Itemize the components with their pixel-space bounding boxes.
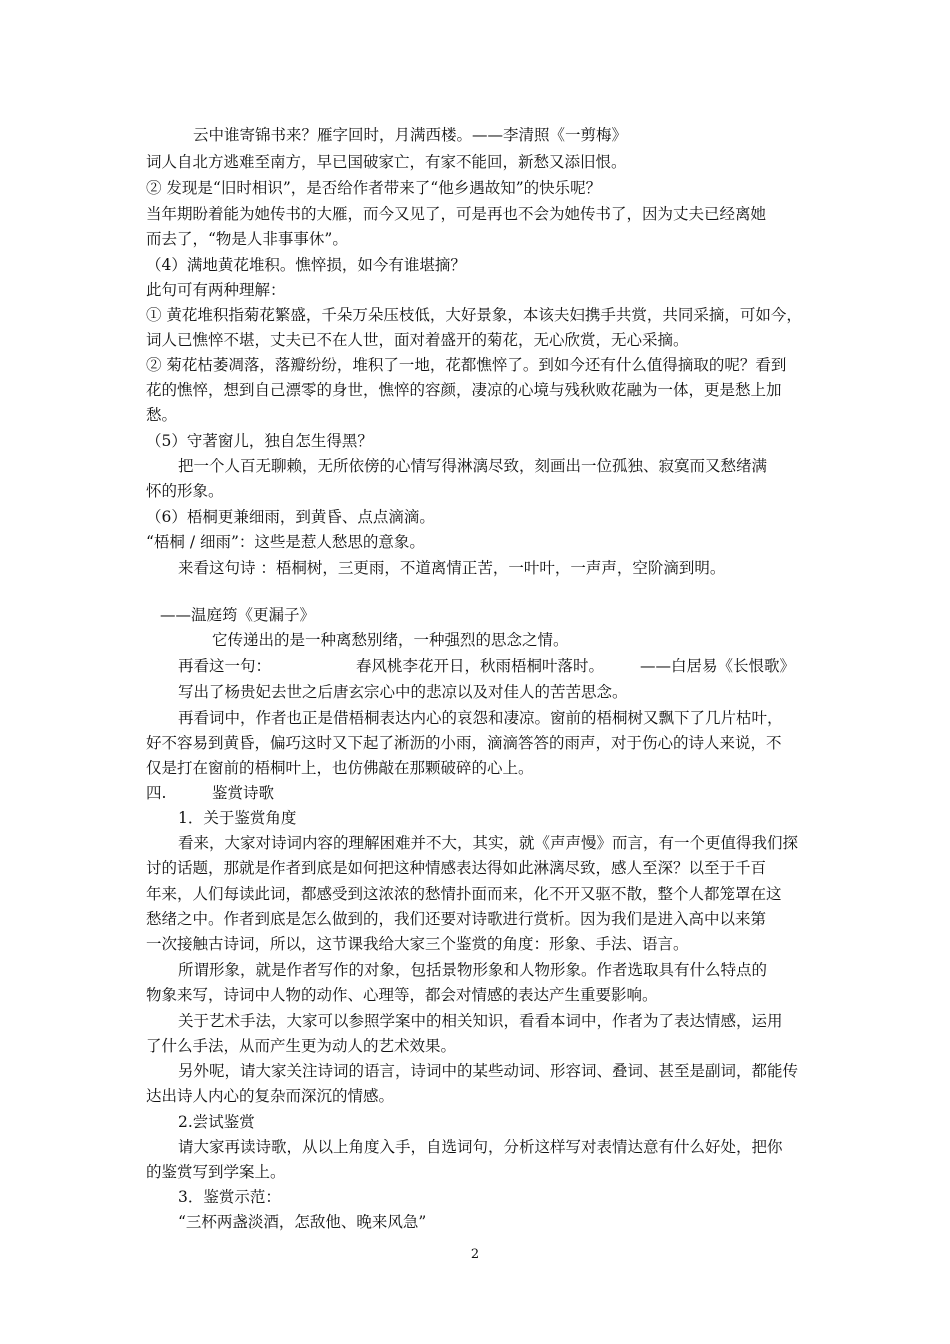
text-line: （5）守著窗儿，独自怎生得黑？	[146, 432, 373, 450]
text-line: ——温庭筠《更漏子》	[160, 606, 316, 624]
text-line: 3．鉴赏示范：	[178, 1188, 281, 1206]
text-line: 一次接触古诗词，所以，这节课我给大家三个鉴赏的角度：形象、手法、语言。	[146, 935, 689, 953]
text-line: 看来，大家对诗词内容的理解困难并不大，其实，就《声声慢》而言，有一个更值得我们探	[178, 834, 799, 852]
text-line: 来看这句诗 ：梧桐树，三更雨，不道离情正苦，一叶叶，一声声，空阶滴到明。	[178, 559, 726, 577]
text-line: 好不容易到黄昏，偏巧这时又下起了淅沥的小雨，滴滴答答的雨声，对于伤心的诗人来说，不	[146, 734, 782, 752]
text-line: 云中谁寄锦书来？雁字回时，月满西楼。——李清照《一剪梅》	[193, 126, 628, 144]
text-line: 2.尝试鉴赏	[178, 1113, 255, 1131]
text-line: 物象来写，诗词中人物的动作、心理等，都会对情感的表达产生重要影响。	[146, 986, 658, 1004]
text-line: 另外呢，请大家关注诗词的语言，诗词中的某些动词、形容词、叠词、甚至是副词，都能传	[178, 1062, 799, 1080]
text-line: ① 黄花堆积指菊花繁盛，千朵万朵压枝低，大好景象，本该夫妇携手共赏，共同采摘，可如今，	[146, 306, 802, 324]
text-line: 年来，人们每读此词，都感受到这浓浓的愁情扑面而来，化不开又驱不散，整个人都笼罩在这	[146, 885, 782, 903]
text-line: 怀的形象。	[146, 482, 224, 500]
text-line: 所谓形象，就是作者写作的对象，包括景物形象和人物形象。作者选取具有什么特点的	[178, 961, 768, 979]
text-line: 1．关于鉴赏角度	[178, 809, 297, 827]
text-line: （4）满地黄花堆积。憔悴损，如今有谁堪摘？	[146, 256, 466, 274]
text-line: 当年期盼着能为她传书的大雁，而今又见了，可是再也不会为她传书了，因为丈夫已经离她	[146, 205, 767, 223]
text-line: 达出诗人内心的复杂而深沉的情感。	[146, 1087, 395, 1105]
text-line: 春风桃李花开日，秋雨梧桐叶落时。	[356, 657, 605, 675]
text-line: 关于艺术手法，大家可以参照学案中的相关知识，看看本词中，作者为了表达情感，运用	[178, 1012, 783, 1030]
text-line: ② 发现是“旧时相识”，是否给作者带来了“他乡遇故知”的快乐呢？	[146, 179, 602, 197]
text-line: 此句可有两种理解：	[146, 281, 286, 299]
section-heading: 四.	[146, 784, 167, 802]
text-line: 愁绪之中。作者到底是怎么做到的，我们还要对诗歌进行赏析。因为我们是进入高中以来第	[146, 910, 767, 928]
section-heading: 鉴赏诗歌	[212, 784, 275, 802]
text-line: 词人已憔悴不堪，丈夫已不在人世，面对着盛开的菊花，无心欣赏，无心采摘。	[146, 331, 689, 349]
text-line: 了什么手法，从而产生更为动人的艺术效果。	[146, 1037, 457, 1055]
text-line: ——白居易《长恨歌》	[640, 657, 796, 675]
text-line: 愁。	[146, 406, 178, 424]
text-line: 而去了，“物是人非事事休”。	[146, 230, 348, 248]
text-line: 讨的话题，那就是作者到底是如何把这种情感表达得如此淋漓尽致，感人至深？以至于千百	[146, 859, 767, 877]
text-line: 写出了杨贵妃去世之后唐玄宗心中的悲凉以及对佳人的苦苦思念。	[178, 683, 628, 701]
text-line: 把一个人百无聊赖，无所依傍的心情写得淋漓尽致，刻画出一位孤独、寂寞而又愁绪满	[178, 457, 768, 475]
text-line: “三杯两盏淡酒，怎敌他、晚来风急”	[178, 1213, 427, 1231]
text-line: 仅是打在窗前的梧桐叶上，也仿佛敲在那颗破碎的心上。	[146, 759, 534, 777]
text-line: 再看词中，作者也正是借梧桐表达内心的哀怨和凄凉。窗前的梧桐树又飘下了几片枯叶，	[178, 709, 783, 727]
text-line: 它传递出的是一种离愁别绪，一种强烈的思念之情。	[212, 631, 569, 649]
page-number: 2	[470, 1247, 480, 1262]
text-line: 请大家再读诗歌，从以上角度入手，自选词句，分析这样写对表情达意有什么好处，把你	[178, 1138, 783, 1156]
text-line: ② 菊花枯萎凋落，落瓣纷纷，堆积了一地，花都憔悴了。到如今还有什么值得摘取的呢？看到	[146, 356, 787, 374]
text-line: （6）梧桐更兼细雨，到黄昏、点点滴滴。	[146, 508, 435, 526]
text-line: 的鉴赏写到学案上。	[146, 1163, 286, 1181]
text-line: 花的憔悴，想到自己漂零的身世，憔悴的容颜，凄凉的心境与残秋败花融为一体，更是愁上加	[146, 381, 782, 399]
text-line: “梧桐 / 细雨”：这些是惹人愁思的意象。	[146, 533, 425, 551]
text-line: 词人自北方逃难至南方，早已国破家亡，有家不能回，新愁又添旧恨。	[146, 153, 627, 171]
text-line: 再看这一句：	[178, 657, 272, 675]
